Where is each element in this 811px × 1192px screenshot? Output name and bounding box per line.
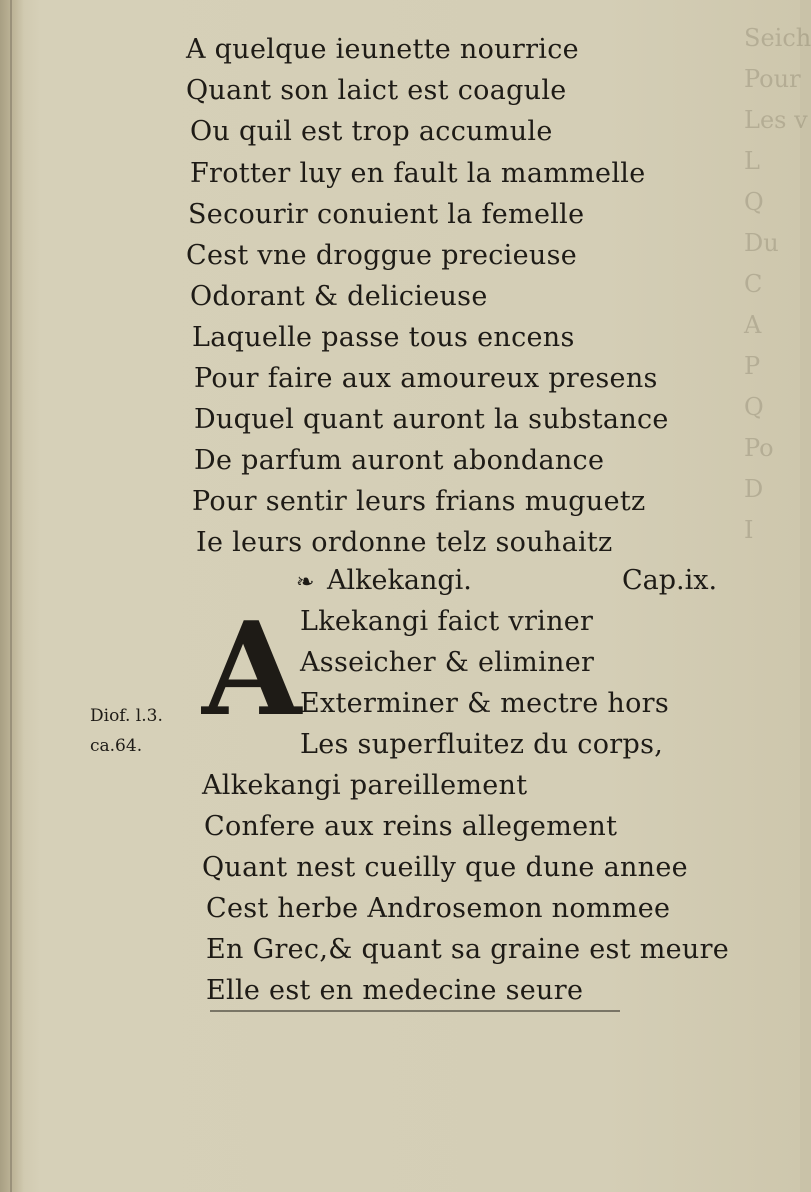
- verse-line: Pour faire aux amoureux presens: [194, 363, 658, 394]
- verse-line: Frotter luy en fault la mammelle: [190, 158, 646, 189]
- verse-line: Laquelle passe tous encens: [192, 322, 575, 353]
- verse-line: Asseicher & eliminer: [300, 647, 595, 678]
- verse-line: Quant son laict est coagule: [186, 75, 567, 106]
- verse-line: Odorant & delicieuse: [190, 281, 488, 312]
- marginal-note-line1: Diof. l.3.: [90, 706, 163, 726]
- verse-line: Les superfluitez du corps,: [300, 729, 664, 760]
- bleed-line: Du: [744, 229, 779, 257]
- bleed-line: Les v: [744, 106, 808, 134]
- ink-smudge: [210, 1010, 620, 1012]
- verse-line: Exterminer & mectre hors: [300, 688, 670, 719]
- bleed-line: P: [744, 352, 761, 380]
- verse-line: En Grec,& quant sa graine est meure: [206, 934, 730, 965]
- verse-line: Alkekangi pareillement: [202, 770, 528, 801]
- bleed-line: Seich: [744, 24, 811, 52]
- drop-capital: A: [202, 595, 302, 745]
- page-gutter: [0, 0, 24, 1192]
- verse-line: A quelque ieunette nourrice: [186, 34, 579, 65]
- bleed-line: Q: [744, 188, 764, 216]
- verse-line: Secourir conuient la femelle: [188, 199, 585, 230]
- verse-line: Ie leurs ordonne telz souhaitz: [196, 527, 613, 558]
- verse-line: Confere aux reins allegement: [204, 811, 618, 842]
- verse-line: Lkekangi faict vriner: [300, 606, 594, 637]
- bleed-line: C: [744, 270, 763, 298]
- verse-line: Quant nest cueilly que dune annee: [202, 852, 688, 883]
- verse-line: Elle est en medecine seure: [206, 975, 584, 1006]
- bleed-line: L: [744, 147, 760, 175]
- chapter-number: Cap.ix.: [622, 565, 718, 596]
- marginal-note-line2: ca.64.: [90, 736, 143, 756]
- gutter-fold: [10, 0, 12, 1192]
- bleed-line: Po: [744, 434, 774, 462]
- verse-line: De parfum auront abondance: [194, 445, 605, 476]
- bleed-line: A: [744, 311, 762, 339]
- verse-line: Cest vne droggue precieuse: [186, 240, 578, 271]
- verse-line: Duquel quant auront la substance: [194, 404, 669, 435]
- chapter-title: Alkekangi.: [327, 565, 472, 596]
- verse-line: Pour sentir leurs frians muguetz: [192, 486, 646, 517]
- bleed-line: Pour: [744, 65, 801, 93]
- verse-line: Cest herbe Androsemon nommee: [206, 893, 671, 924]
- verse-line: Ou quil est trop accumule: [190, 116, 553, 147]
- fleuron-icon: ❧: [296, 570, 315, 595]
- bleed-line: I: [744, 516, 754, 544]
- bleed-through-text: [744, 18, 811, 551]
- chapter-heading: [296, 565, 472, 596]
- bleed-line: Q: [744, 393, 764, 421]
- bleed-line: D: [744, 475, 764, 503]
